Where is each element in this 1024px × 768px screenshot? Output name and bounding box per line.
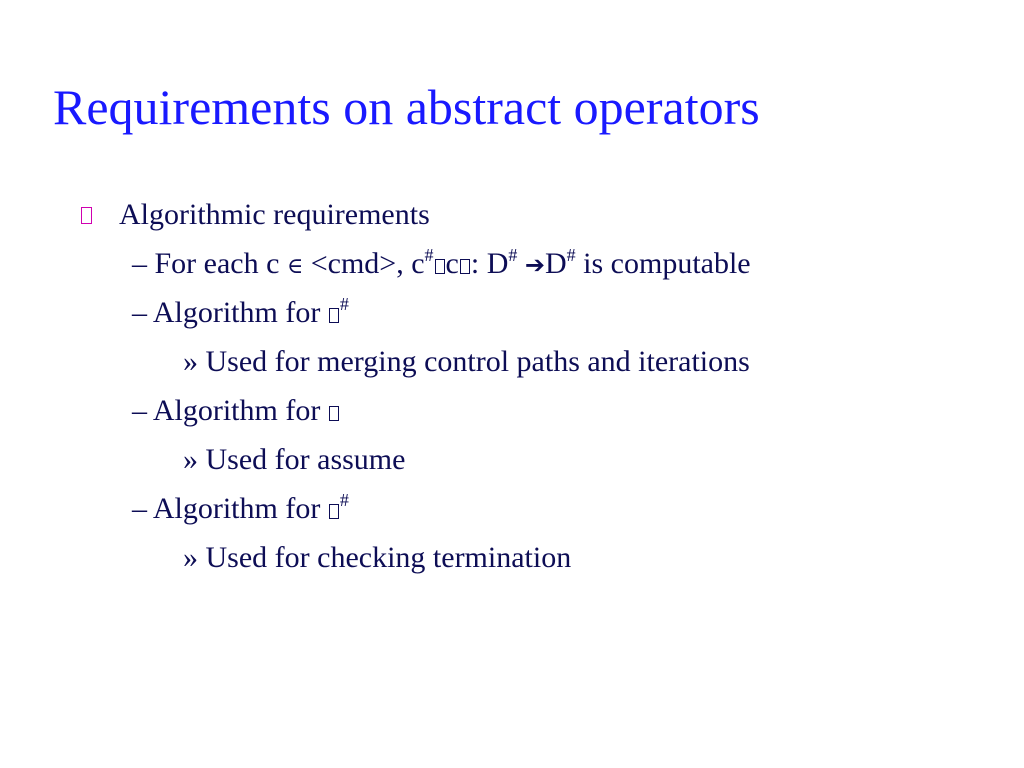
sub-item-algorithm-order [132, 490, 349, 525]
dash: – [132, 394, 147, 427]
superscript: # [508, 245, 518, 265]
text: For each c [154, 247, 280, 280]
right-arrow-icon: ➔ [524, 251, 545, 279]
text: is computable [583, 247, 751, 280]
superscript: # [424, 245, 434, 265]
superscript: # [339, 490, 349, 510]
dash: – [132, 296, 147, 329]
dash: – [132, 492, 147, 525]
missing-glyph-box-icon [460, 259, 470, 274]
text: <cmd>, c [310, 247, 425, 280]
superscript: # [566, 245, 576, 265]
dash: – [132, 247, 147, 280]
missing-glyph-box-icon [329, 406, 339, 421]
detail-assume: » Used for assume [183, 443, 406, 476]
detail-merging: » Used for merging control paths and iterations [183, 345, 750, 378]
element-of-symbol: ∈ [286, 253, 304, 278]
text: : D [470, 247, 509, 280]
text: Algorithm for [152, 394, 321, 427]
bullet-algorithmic-requirements: Algorithmic requirements [119, 198, 430, 231]
text: c [445, 247, 459, 280]
slide-title: Requirements on abstract operators [53, 79, 760, 135]
superscript: # [339, 294, 349, 314]
sub-item-algorithm-join [132, 294, 349, 329]
missing-glyph-box-icon [435, 259, 445, 274]
text: Algorithm for [152, 296, 321, 329]
detail-termination: » Used for checking termination [183, 541, 572, 574]
missing-glyph-box-icon [329, 504, 339, 519]
sub-item-algorithm-meet [132, 396, 340, 426]
text: D [544, 247, 567, 280]
text: Algorithm for [152, 492, 321, 525]
square-bullet-icon [81, 207, 92, 224]
sub-item-computable [132, 245, 751, 280]
missing-glyph-box-icon [329, 308, 339, 323]
